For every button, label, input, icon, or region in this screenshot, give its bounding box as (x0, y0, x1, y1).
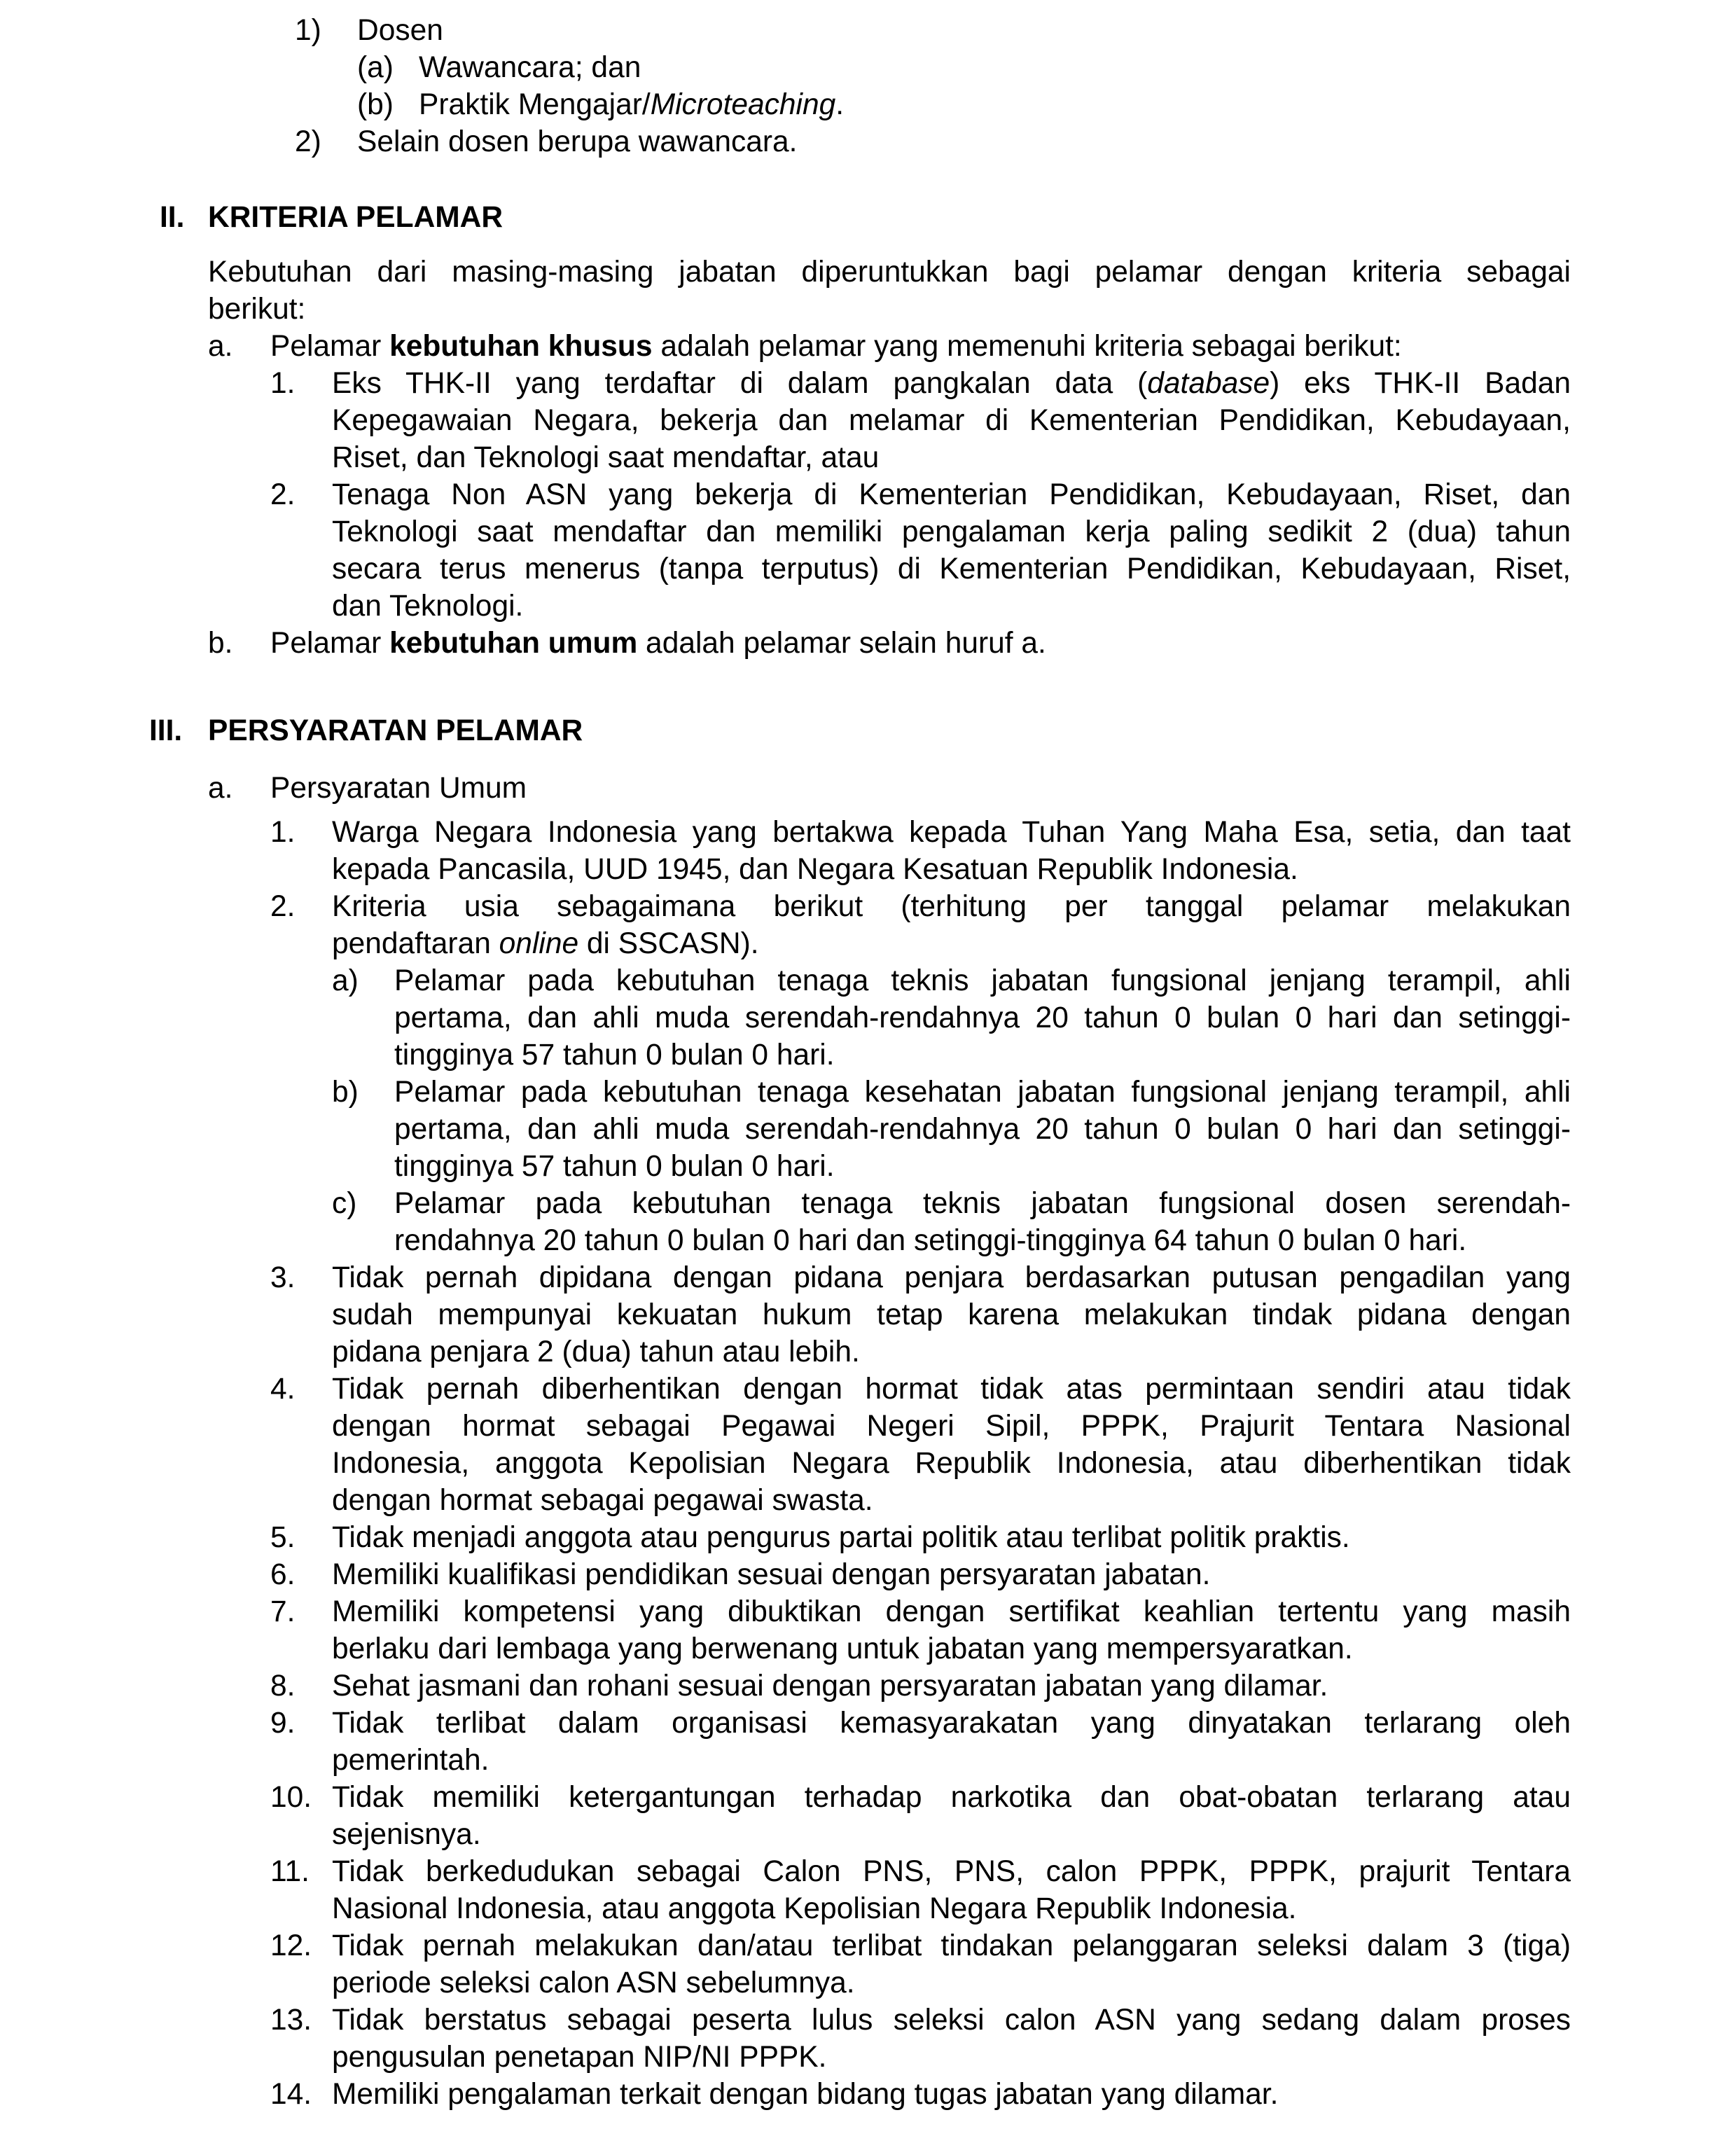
list-marker: 13. (270, 2004, 312, 2037)
list-text: Memiliki kualifikasi pendidikan sesuai dengan persyaratan jabatan. (332, 1558, 1211, 1591)
list-marker: 9. (270, 1707, 296, 1740)
list-text: Tenaga Non ASN yang bekerja di Kementerian Pendidikan, Kebudayaan, Riset, dan (332, 478, 1571, 511)
list-marker: 8. (270, 1670, 296, 1702)
sub-marker: b) (332, 1076, 359, 1109)
list-text: pertama, dan ahli muda serendah-rendahnya 20 tahun 0 bulan 0 hari dan setinggi- (394, 1113, 1571, 1146)
list-text: Tidak berkedudukan sebagai Calon PNS, PNS, calon PPPK, PPPK, prajurit Tentara (332, 1855, 1571, 1888)
list-marker: 4. (270, 1373, 296, 1406)
intro-text: berikut: (208, 293, 306, 326)
list-marker: 1) (295, 14, 321, 47)
list-text: Warga Negara Indonesia yang bertakwa kepada Tuhan Yang Maha Esa, setia, dan taat (332, 816, 1571, 849)
list-marker: 14. (270, 2078, 312, 2111)
list-text: Persyaratan Umum (270, 772, 527, 805)
list-text: Teknologi saat mendaftar dan memiliki pengalaman kerja paling sedikit 2 (dua) tahun (332, 515, 1571, 548)
list-text: Tidak pernah melakukan dan/atau terlibat tindakan pelanggaran seleksi dalam 3 (tiga) (332, 1929, 1571, 1962)
list-text: kepada Pancasila, UUD 1945, dan Negara Kesatuan Republik Indonesia. (332, 853, 1298, 886)
list-text: rendahnya 20 tahun 0 bulan 0 hari dan setinggi-tingginya 64 tahun 0 bulan 0 hari. (394, 1224, 1467, 1257)
list-text: Kriteria usia sebagaimana berikut (terhitung per tanggal pelamar melakukan (332, 890, 1571, 923)
list-text: pertama, dan ahli muda serendah-rendahnya 20 tahun 0 bulan 0 hari dan setinggi- (394, 1001, 1571, 1034)
list-text: Pelamar pada kebutuhan tenaga kesehatan jabatan fungsional jenjang terampil, ahli (394, 1076, 1571, 1109)
sub-marker: a) (332, 964, 359, 997)
list-text: Tidak berstatus sebagai peserta lulus seleksi calon ASN yang sedang dalam proses (332, 2004, 1571, 2037)
list-marker: 2) (295, 125, 321, 158)
list-text: dan Teknologi. (332, 590, 524, 623)
list-text: Sehat jasmani dan rohani sesuai dengan persyaratan jabatan yang dilamar. (332, 1670, 1328, 1702)
list-marker: 5. (270, 1521, 296, 1554)
list-text: Memiliki kompetensi yang dibuktikan dengan sertifikat keahlian tertentu yang masih (332, 1595, 1571, 1628)
sub-text: Wawancara; dan (419, 51, 641, 84)
list-marker: 1. (270, 367, 296, 400)
list-marker: 2. (270, 478, 296, 511)
list-marker: 2. (270, 890, 296, 923)
sub-marker: c) (332, 1187, 357, 1220)
intro-line: Kebutuhan dari masing-masing jabatan diperuntukkan bagi pelamar dengan kriteria sebagai (208, 256, 1571, 289)
list-text: Pelamar pada kebutuhan tenaga teknis jabatan fungsional jenjang terampil, ahli (394, 964, 1571, 997)
list-text: Riset, dan Teknologi saat mendaftar, atau (332, 441, 880, 474)
list-text: Tidak terlibat dalam organisasi kemasyarakatan yang dinyatakan terlarang oleh (332, 1707, 1571, 1740)
list-marker: 6. (270, 1558, 296, 1591)
list-marker: 11. (270, 1855, 310, 1888)
list-marker: b. (208, 627, 233, 660)
list-text: sejenisnya. (332, 1818, 481, 1851)
list-text: pengusulan penetapan NIP/NI PPPK. (332, 2041, 827, 2074)
list-text: dengan hormat sebagai Pegawai Negeri Sipil, PPPK, Prajurit Tentara Nasional (332, 1410, 1571, 1443)
list-text: periode seleksi calon ASN sebelumnya. (332, 1967, 855, 1999)
section-title: KRITERIA PELAMAR (208, 201, 504, 234)
sub-text: Praktik Mengajar/Microteaching. (419, 88, 845, 121)
list-text: Indonesia, anggota Kepolisian Negara Republik Indonesia, atau diberhentikan tidak (332, 1447, 1571, 1480)
section-number: II. (160, 201, 185, 234)
list-text: pidana penjara 2 (dua) tahun atau lebih. (332, 1336, 860, 1368)
list-marker: 10. (270, 1781, 312, 1814)
list-text: Pelamar kebutuhan umum adalah pelamar selain huruf a. (270, 627, 1046, 660)
list-text: berlaku dari lembaga yang berwenang untuk jabatan yang mempersyaratkan. (332, 1632, 1353, 1665)
list-marker: a. (208, 772, 233, 805)
list-text: Kepegawaian Negara, bekerja dan melamar di Kementerian Pendidikan, Kebudayaan, (332, 404, 1571, 437)
sub-marker: (b) (357, 88, 394, 121)
list-text: Memiliki pengalaman terkait dengan bidang tugas jabatan yang dilamar. (332, 2078, 1279, 2111)
list-text: Pelamar kebutuhan khusus adalah pelamar yang memenuhi kriteria sebagai berikut: (270, 330, 1402, 363)
list-text: dengan hormat sebagai pegawai swasta. (332, 1484, 873, 1517)
section-number: III. (149, 714, 183, 747)
list-text: Eks THK-II yang terdaftar di dalam pangkalan data (database) eks THK-II Badan (332, 367, 1571, 400)
list-text: Dosen (357, 14, 443, 47)
list-text: pendaftaran online di SSCASN). (332, 927, 759, 960)
list-text: Selain dosen berupa wawancara. (357, 125, 798, 158)
list-text: Tidak memiliki ketergantungan terhadap narkotika dan obat-obatan terlarang atau (332, 1781, 1571, 1814)
list-text: tingginya 57 tahun 0 bulan 0 hari. (394, 1039, 835, 1072)
list-text: Tidak pernah dipidana dengan pidana penjara berdasarkan putusan pengadilan yang (332, 1261, 1571, 1294)
list-marker: 1. (270, 816, 296, 849)
list-marker: 3. (270, 1261, 296, 1294)
list-text: Tidak pernah diberhentikan dengan hormat tidak atas permintaan sendiri atau tidak (332, 1373, 1571, 1406)
list-marker: a. (208, 330, 233, 363)
list-text: Tidak menjadi anggota atau pengurus partai politik atau terlibat politik praktis. (332, 1521, 1350, 1554)
list-text: Nasional Indonesia, atau anggota Kepolisian Negara Republik Indonesia. (332, 1892, 1297, 1925)
list-text: sudah mempunyai kekuatan hukum tetap karena melakukan tindak pidana dengan (332, 1298, 1571, 1331)
list-marker: 7. (270, 1595, 296, 1628)
list-text: pemerintah. (332, 1744, 489, 1777)
section-title: PERSYARATAN PELAMAR (208, 714, 583, 747)
list-text: tingginya 57 tahun 0 bulan 0 hari. (394, 1150, 835, 1183)
list-text: Pelamar pada kebutuhan tenaga teknis jabatan fungsional dosen serendah- (394, 1187, 1571, 1220)
list-text: secara terus menerus (tanpa terputus) di Kementerian Pendidikan, Kebudayaan, Riset, (332, 553, 1571, 585)
list-marker: 12. (270, 1929, 312, 1962)
sub-marker: (a) (357, 51, 394, 84)
